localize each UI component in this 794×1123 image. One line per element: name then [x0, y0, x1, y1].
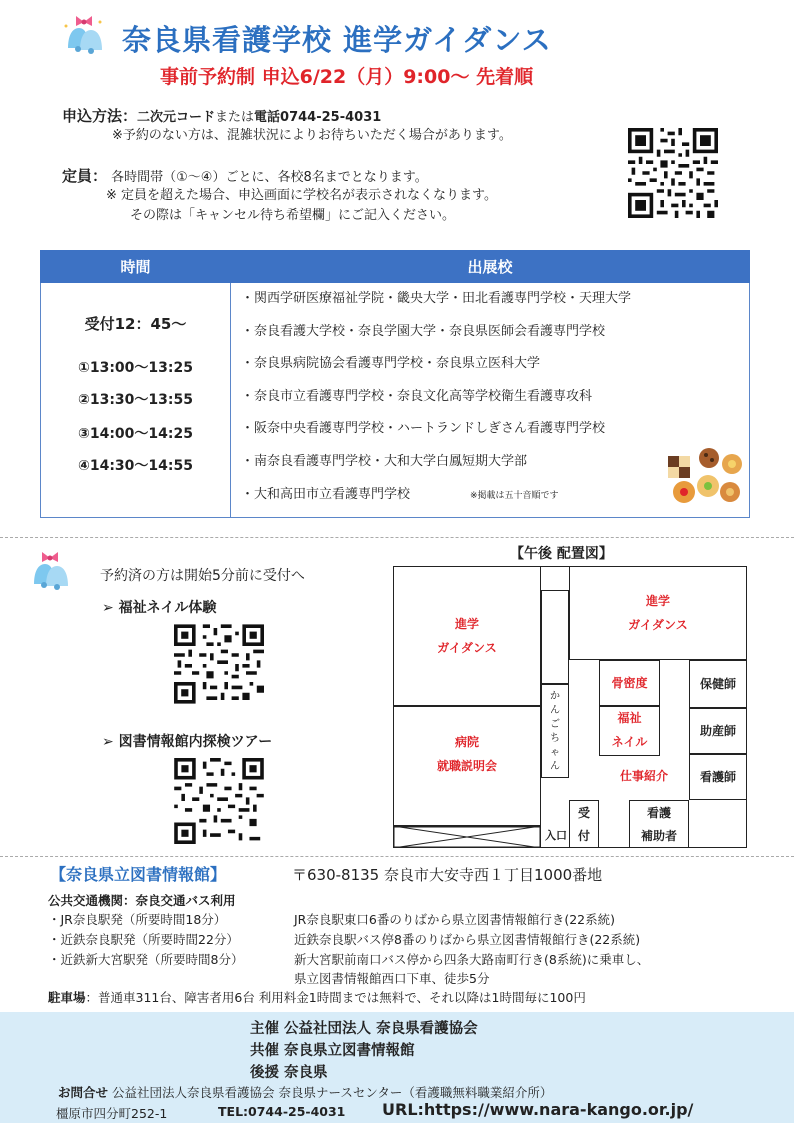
qr-code-nail[interactable]	[174, 624, 264, 704]
capacity-note-1: ※ 定員を超えた場合、申込画面に学校名が表示されなくなります。	[106, 188, 497, 203]
website-link[interactable]: URL:https://www.nara-kango.or.jp/	[382, 1100, 694, 1119]
application-method: 申込方法：二次元コードまたは電話0744-25-4031	[62, 107, 382, 125]
library-address: 〒630-8135 奈良市大安寺西１丁目1000番地	[292, 866, 603, 884]
school-row: ・奈良市立看護専門学校・奈良文化高等学校衛生看護専攻科	[241, 388, 593, 404]
page-title: 奈良県看護学校 進学ガイダンス	[122, 23, 552, 57]
school-row: ・南奈良看護専門学校・大和大学白鳳短期大学部	[241, 453, 528, 469]
contact-tel[interactable]: TEL:0744-25-4031	[218, 1104, 346, 1119]
nursing-assistant-booth: 看護	[646, 806, 671, 820]
kangochan-booth: か ん ご ち ゃ ん	[550, 691, 560, 772]
parking-info: 駐車場：普通車311台、障害者用6台 利用料金1時間までは無料で、それ以降は1時間毎に100円	[48, 990, 586, 1005]
supporter: 後援 奈良県	[250, 1065, 328, 1081]
times-cell	[41, 283, 231, 518]
transit-heading: 公共交通機関：奈良交通バス利用	[48, 893, 236, 908]
contact-address: 橿原市四分町252-1	[56, 1106, 168, 1121]
col-header-time: 時間	[41, 251, 231, 283]
bell-icon	[26, 550, 72, 590]
order-note: ※掲載は五十音順です	[470, 490, 559, 501]
guidance-area-left: 進学	[454, 617, 479, 631]
time-slot-4: ④14:30～14:55	[78, 458, 193, 474]
time-slot-1: ①13:00～13:25	[78, 360, 193, 376]
school-row: ・大和高田市立看護専門学校 ※掲載は五十音順です	[241, 486, 559, 502]
arrow-bullet-icon: ➢	[102, 600, 114, 616]
entrance-label: 入口	[545, 829, 567, 842]
bone-density-booth: 骨密度	[611, 676, 648, 690]
qr-code-tour[interactable]	[174, 758, 264, 844]
route-desc: 近鉄奈良駅バス停8番のりばから県立図書情報館行き(22系統)	[294, 932, 641, 947]
time-slot-3: ③14:00～14:25	[78, 426, 193, 442]
divider	[0, 537, 794, 538]
school-row: ・奈良県病院協会看護専門学校・奈良県立医科大学	[241, 356, 541, 372]
capacity-info: 定員： 各時間帯（①～④）ごとに、各校8名までとなります。	[62, 167, 428, 185]
route-from: ・近鉄新大宮駅発（所要時間8分）	[48, 952, 244, 967]
col-header-schools: 出展校	[231, 251, 750, 283]
organizer: 主催 公益社団法人 奈良県看護協会	[250, 1021, 478, 1037]
school-row: ・奈良看護大学校・奈良学園大学・奈良県医師会看護専門学校	[241, 323, 606, 339]
nurse-booth: 看護師	[699, 770, 736, 784]
bell-icon	[60, 14, 106, 54]
time-slot-2: ②13:30～13:55	[78, 392, 193, 408]
contact-info: お問合せ 公益社団法人奈良県看護協会 奈良県ナースセンター（看護職無料職業紹介所）	[58, 1085, 553, 1100]
divider	[0, 856, 794, 857]
entrance-hatch	[393, 826, 541, 848]
capacity-note-2: その際は「キャンセル待ち希望欄」にご記入ください。	[130, 208, 456, 223]
arrow-bullet-icon: ➢	[102, 734, 114, 750]
events-intro: 予約済の方は開始5分前に受付へ	[100, 568, 305, 584]
school-row: ・関西学研医療福祉学院・畿央大学・田北看護専門学校・天理大学	[241, 291, 632, 306]
reception-booth: 受	[577, 806, 590, 820]
route-from: ・近鉄奈良駅発（所要時間22分）	[48, 932, 239, 947]
library-title: 【奈良県立図書情報館】	[50, 865, 227, 884]
hospital-area: 病院	[454, 735, 479, 749]
route-desc: 新大宮駅前南口バス停から四条大路南町行き(8系統)に乗車し、	[294, 952, 650, 967]
route-desc-cont: 県立図書情報館西口下車、徒歩5分	[294, 971, 490, 986]
floor-plan-title: 【午後 配置図】	[510, 546, 613, 562]
event-nail: ➢ 福祉ネイル体験	[102, 600, 217, 616]
co-organizer: 共催 奈良県立図書情報館	[250, 1043, 415, 1059]
qr-code-application[interactable]	[628, 128, 718, 218]
midwife-booth: 助産師	[699, 724, 736, 738]
route-desc: JR奈良駅東口6番のりばから県立図書情報館行き(22系統)	[294, 912, 615, 927]
cookies-icon	[664, 446, 746, 508]
nail-booth: 福祉	[617, 711, 642, 725]
time-reception: 受付12：45～	[84, 315, 187, 333]
public-health-nurse-booth: 保健師	[699, 677, 736, 691]
application-note: ※予約のない方は、混雑状況によりお待ちいただく場合があります。	[112, 128, 512, 143]
school-row: ・阪奈中央看護専門学校・ハートランドしぎさん看護専門学校	[241, 421, 606, 437]
page-subtitle: 事前予約制 申込6/22（月）9:00～ 先着順	[160, 66, 534, 88]
guidance-area-right: 進学	[645, 594, 670, 608]
event-tour: ➢ 図書情報館内探検ツアー	[102, 734, 273, 750]
schedule-table	[40, 250, 750, 518]
route-from: ・JR奈良駅発（所要時間18分）	[48, 912, 227, 927]
job-intro-booth: 仕事紹介	[619, 769, 668, 783]
